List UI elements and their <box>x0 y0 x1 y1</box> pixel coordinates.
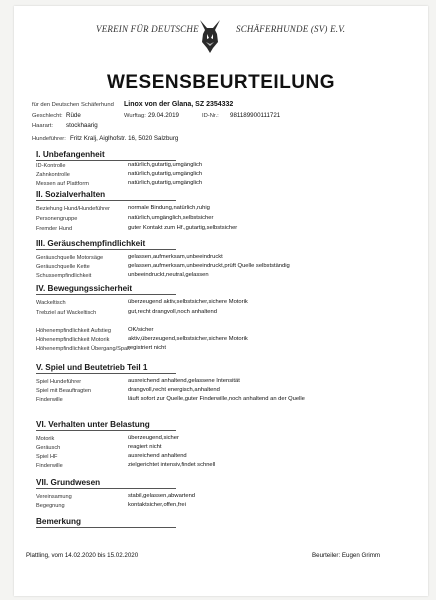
page-title: WESENSBEURTEILUNG <box>106 72 336 93</box>
row-label: Spiel Hundeführer <box>36 379 82 385</box>
row-value: kontaktsicher,offen,frei <box>128 502 186 508</box>
row-label: Vereinsamung <box>36 494 72 500</box>
handler-value: Fritz Kralj, Aiglhofstr. 16, 5020 Salzburg <box>70 135 179 142</box>
row-value: registriert nicht <box>128 345 167 351</box>
row-label: Wackeltisch <box>36 300 66 306</box>
row-label: Spiel mit Beauftragten <box>36 388 92 394</box>
row-value: zielgerichtet intensiv,findet schnell <box>128 462 216 468</box>
section-title: Bemerkung <box>36 517 82 526</box>
section-divider <box>36 527 176 528</box>
section-divider <box>36 200 176 201</box>
section-divider <box>36 373 176 374</box>
section-title: V. Spiel und Beutetrieb Teil 1 <box>36 363 148 372</box>
row-label: Zahnkontrolle <box>36 172 70 178</box>
row-label: Finderwille <box>36 397 63 403</box>
row-value: natürlich,gutartig,umgänglich <box>128 162 203 168</box>
id-label: ID-Nr.: <box>202 113 219 119</box>
for-dog-label: für den Deutschen Schäferhund <box>32 102 114 108</box>
row-value: läuft sofort zur Quelle,guter Finderwille,noch anhaltend an der Quelle <box>128 396 305 402</box>
section-title: VI. Verhalten unter Belastung <box>36 420 150 429</box>
sex-label: Geschlecht: <box>32 113 63 119</box>
coat-value: stockhaarig <box>66 122 98 129</box>
row-label: Höhenempfindlichkeit Aufstieg <box>36 328 111 334</box>
sex-value: Rüde <box>66 112 81 119</box>
row-label: Motorik <box>36 436 55 442</box>
row-value: OK/sicher <box>128 327 154 333</box>
row-value: ausreichend anhaltend <box>128 453 187 459</box>
row-value: normale Bindung,natürlich,ruhig <box>128 205 210 211</box>
row-value: natürlich,gutartig,umgänglich <box>128 171 203 177</box>
row-label: Höhenempfindlichkeit Übergang/Spalt <box>36 346 130 352</box>
row-value: reagiert nicht <box>128 444 162 450</box>
row-label: Trebziel auf Wackeltisch <box>36 310 97 316</box>
section-divider <box>36 430 176 431</box>
row-value: natürlich,gutartig,umgänglich <box>128 180 203 186</box>
row-label: Geräuschquelle Kette <box>36 264 90 270</box>
section-divider <box>36 160 176 161</box>
section-divider <box>36 488 176 489</box>
row-value: unbeeindruckt,neutral,gelassen <box>128 272 209 278</box>
row-label: Fremder Hund <box>36 226 73 232</box>
row-value: stabil,gelassen,abwartend <box>128 493 196 499</box>
row-label: Schussempfindlichkeit <box>36 273 92 279</box>
shepherd-dog-head-icon <box>194 18 226 54</box>
row-label: ID-Kontrolle <box>36 163 66 169</box>
section-divider <box>36 294 176 295</box>
row-label: Geräusch <box>36 445 61 451</box>
place-date: Plattling, vom 14.02.2020 bis 15.02.2020 <box>26 552 139 559</box>
org-name-left: VEREIN FÜR DEUTSCHE <box>96 24 199 34</box>
section-title: VII. Grundwesen <box>36 478 101 487</box>
section-divider <box>36 249 176 250</box>
row-value: ausreichend anhaltend,gelassene Intensität <box>128 378 240 384</box>
row-label: Geräuschquelle Motorsäge <box>36 255 104 261</box>
section-title: IV. Bewegungssicherheit <box>36 284 133 293</box>
row-value: überzeugend,sicher <box>128 435 179 441</box>
row-value: gelassen,aufmerksam,unbeeindruckt,prüft Quelle selbstständig <box>128 263 290 269</box>
section-title: II. Sozialverhalten <box>36 190 106 199</box>
row-value: guter Kontakt zum Hf.,gutartig,selbstsicher <box>128 225 238 231</box>
coat-label: Haarart: <box>32 123 53 129</box>
row-value: gelassen,aufmerksam,unbeeindruckt <box>128 254 223 260</box>
judge-name: Beurteiler: Eugen Grimm <box>312 552 381 559</box>
row-label: Messen auf Plattform <box>36 181 89 187</box>
row-label: Höhenempfindlichkeit Motorik <box>36 337 110 343</box>
document-page <box>14 6 428 596</box>
row-label: Personengruppe <box>36 216 78 222</box>
whelped-label: Wurftag: <box>124 113 146 119</box>
handler-label: Hundeführer: <box>32 136 66 142</box>
row-value: drangvoll,recht energisch,anhaltend <box>128 387 220 393</box>
letterhead <box>14 18 428 58</box>
row-label: Beziehung Hund/Hundeführer <box>36 206 111 212</box>
section-title: III. Geräuschempfindlichkeit <box>36 239 146 248</box>
row-value: überzeugend aktiv,selbstsicher,sichere Motorik <box>128 299 248 305</box>
id-value: 981189900111721 <box>230 112 281 119</box>
row-value: natürlich,umgänglich,selbstsicher <box>128 215 214 221</box>
row-value: gut,recht drangvoll,noch anhaltend <box>128 309 217 315</box>
row-label: Begegnung <box>36 503 65 509</box>
row-label: Finderwille <box>36 463 63 469</box>
dog-name: Linox von der Glana, SZ 2354332 <box>124 101 234 108</box>
row-value: aktiv,überzeugend,selbstsicher,sichere Motorik <box>128 336 248 342</box>
whelped-value: 29.04.2019 <box>148 112 179 119</box>
org-name-right: SCHÄFERHUNDE (SV) E.V. <box>236 24 346 34</box>
section-title: I. Unbefangenheit <box>36 150 105 159</box>
row-label: Spiel HF <box>36 454 58 460</box>
